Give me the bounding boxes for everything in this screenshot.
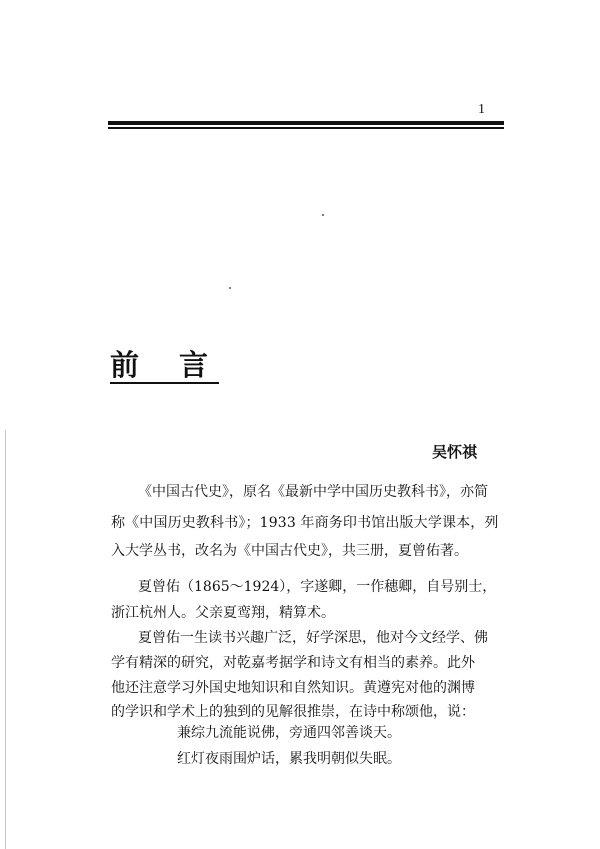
body-line: 《中国古代史》，原名《最新中学中国历史教科书》，亦简 <box>138 484 488 500</box>
scan-speck <box>322 214 324 216</box>
body-line: 浙江杭州人。父亲夏鸾翔，精算术。 <box>111 605 335 621</box>
body-line: 他还注意学习外国史地知识和自然知识。黄遵宪对他的渊博 <box>111 680 475 696</box>
section-title: 前言 <box>110 348 249 382</box>
body-line: 夏曾佑（1865～1924），字遂卿，一作穗卿，自号别士， <box>138 579 497 595</box>
body-line: 夏曾佑一生读书兴趣广泛，好学深思，他对今文经学、佛 <box>138 630 488 646</box>
body-line: 的学识和学术上的独到的见解很推崇，在诗中称颂他，说： <box>111 704 475 720</box>
poem-line: 兼综九流能说佛，旁通四邻善谈天。 <box>177 725 401 741</box>
body-line: 入大学丛书，改名为《中国古代史》，共三册，夏曾佑著。 <box>111 543 468 559</box>
header-rule-thick <box>108 121 504 125</box>
header-rule <box>108 121 504 131</box>
body-line: 称《中国历史教科书》；1933 年商务印书馆出版大学课本，列 <box>111 515 499 531</box>
header-rule-thin <box>108 127 504 129</box>
scan-speck <box>229 287 231 289</box>
body-line: 学有精深的研究，对乾嘉考据学和诗文有相当的素养。此外 <box>111 655 475 671</box>
page-number: 1 <box>478 102 485 117</box>
section-title-underline <box>110 382 219 384</box>
scan-left-edge <box>5 430 6 849</box>
author-name: 吴怀祺 <box>432 443 478 461</box>
poem-line: 红灯夜雨围炉话，累我明朝似失眠。 <box>177 751 401 767</box>
